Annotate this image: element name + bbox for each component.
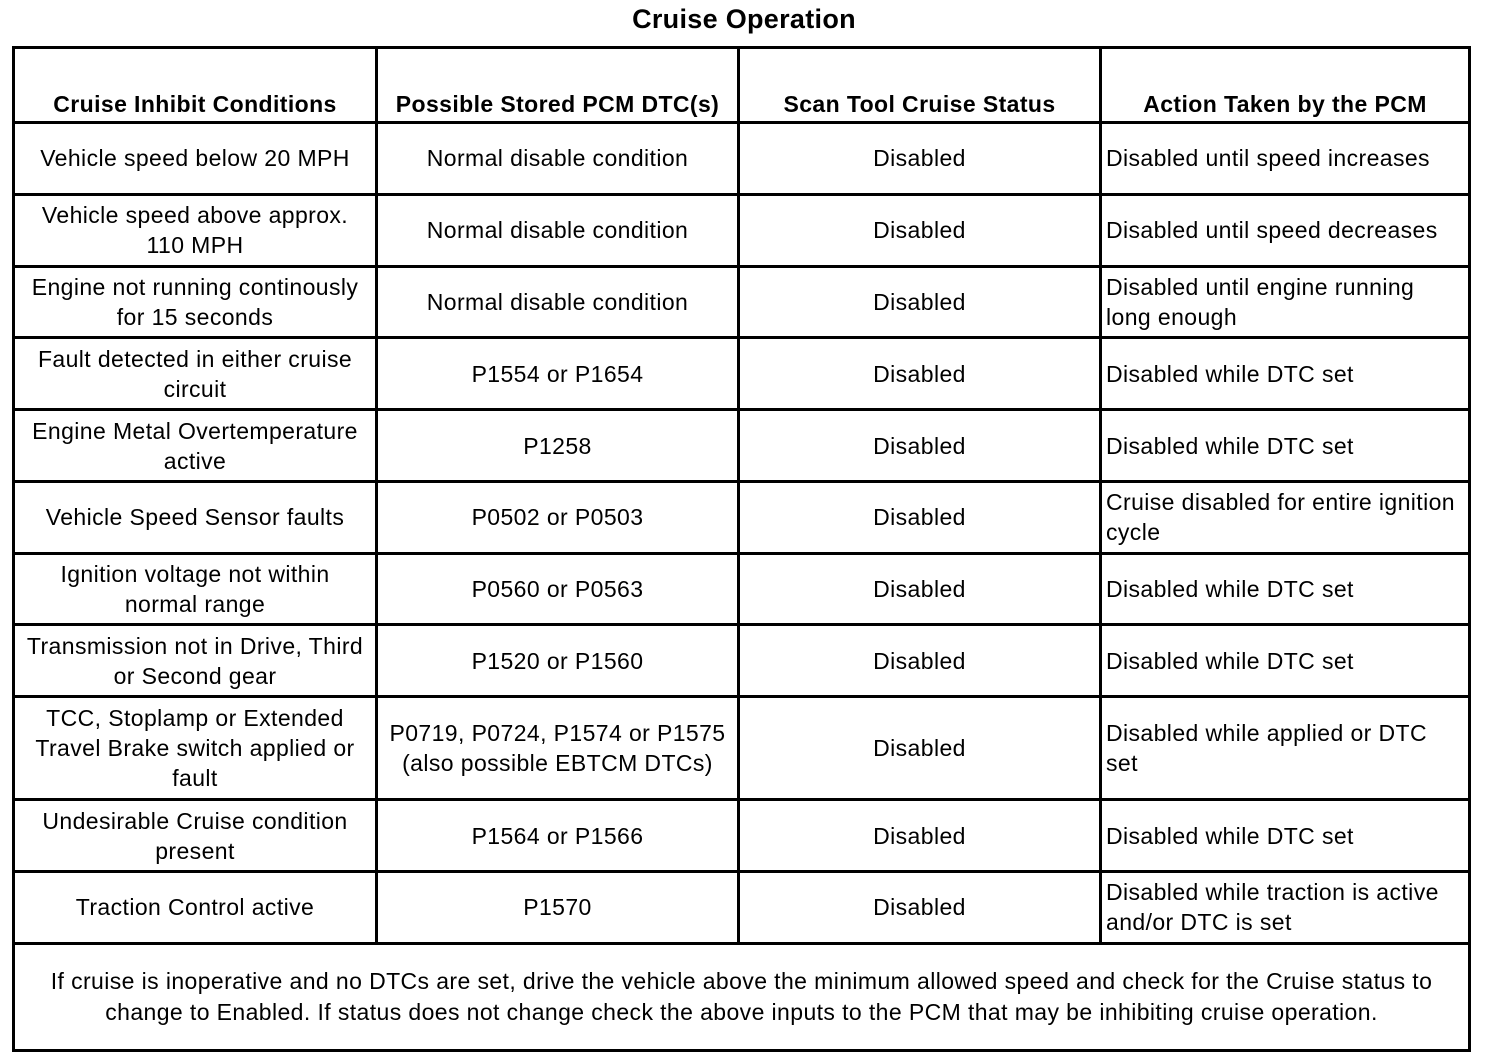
table-row — [14, 553, 1470, 625]
page-title: Cruise Operation — [632, 4, 856, 34]
cruise-operation-table — [12, 46, 1471, 1052]
table-row — [14, 338, 1470, 410]
status-cell: Disabled — [739, 800, 1101, 872]
dtc-cell: Normal disable condition — [377, 123, 739, 195]
action-cell: Disabled until engine running long enough — [1101, 266, 1470, 338]
action-cell: Disabled until speed increases — [1101, 123, 1470, 195]
action-cell: Disabled while DTC set — [1101, 800, 1470, 872]
condition-cell: Traction Control active — [14, 872, 377, 944]
dtc-cell: P0560 or P0563 — [377, 553, 739, 625]
condition-cell: Fault detected in either cruise circuit — [14, 338, 377, 410]
dtc-cell: P0502 or P0503 — [377, 481, 739, 553]
dtc-cell: P0719, P0724, P1574 or P1575 (also possible EBTCM DTCs) — [377, 697, 739, 800]
table-header-row — [14, 48, 1470, 123]
condition-cell: Ignition voltage not within normal range — [14, 553, 377, 625]
status-cell: Disabled — [739, 194, 1101, 266]
status-cell: Disabled — [739, 697, 1101, 800]
action-cell: Disabled while applied or DTC set — [1101, 697, 1470, 800]
table-row — [14, 800, 1470, 872]
condition-cell: Transmission not in Drive, Third or Second gear — [14, 625, 377, 697]
action-cell: Disabled while DTC set — [1101, 625, 1470, 697]
table-row — [14, 123, 1470, 195]
dtc-cell: P1570 — [377, 872, 739, 944]
header-scan-tool-cruise-status: Scan Tool Cruise Status — [739, 48, 1101, 123]
table-row — [14, 410, 1470, 482]
action-cell: Disabled while DTC set — [1101, 553, 1470, 625]
header-action-taken-by-pcm: Action Taken by the PCM — [1101, 48, 1470, 123]
dtc-cell: P1564 or P1566 — [377, 800, 739, 872]
action-cell: Cruise disabled for entire ignition cycle — [1101, 481, 1470, 553]
status-cell: Disabled — [739, 625, 1101, 697]
table-row — [14, 625, 1470, 697]
status-cell: Disabled — [739, 872, 1101, 944]
status-cell: Disabled — [739, 553, 1101, 625]
footnote-text: If cruise is inoperative and no DTCs are set, drive the vehicle above the minimum allowed speed and check for the Cruise status to change to Enabled. If status does not change check the above inputs to the PCM that may be inhibiting cruise operation. — [14, 943, 1470, 1050]
condition-cell: Engine Metal Overtemperature active — [14, 410, 377, 482]
status-cell: Disabled — [739, 123, 1101, 195]
status-cell: Disabled — [739, 266, 1101, 338]
dtc-cell: Normal disable condition — [377, 266, 739, 338]
table-row — [14, 872, 1470, 944]
table-row — [14, 481, 1470, 553]
condition-cell: Vehicle speed above approx. 110 MPH — [14, 194, 377, 266]
header-possible-stored-pcm-dtcs: Possible Stored PCM DTC(s) — [377, 48, 739, 123]
footnote-row — [14, 943, 1470, 1050]
table-row — [14, 194, 1470, 266]
condition-cell: Vehicle Speed Sensor faults — [14, 481, 377, 553]
table-row — [14, 697, 1470, 800]
dtc-cell: P1520 or P1560 — [377, 625, 739, 697]
action-cell: Disabled while DTC set — [1101, 338, 1470, 410]
action-cell: Disabled until speed decreases — [1101, 194, 1470, 266]
status-cell: Disabled — [739, 410, 1101, 482]
dtc-cell: P1554 or P1654 — [377, 338, 739, 410]
status-cell: Disabled — [739, 338, 1101, 410]
action-cell: Disabled while DTC set — [1101, 410, 1470, 482]
header-cruise-inhibit-conditions: Cruise Inhibit Conditions — [14, 48, 377, 123]
condition-cell: Engine not running continously for 15 seconds — [14, 266, 377, 338]
dtc-cell: Normal disable condition — [377, 194, 739, 266]
condition-cell: TCC, Stoplamp or Extended Travel Brake switch applied or fault — [14, 697, 377, 800]
action-cell: Disabled while traction is active and/or DTC is set — [1101, 872, 1470, 944]
condition-cell: Vehicle speed below 20 MPH — [14, 123, 377, 195]
dtc-cell: P1258 — [377, 410, 739, 482]
condition-cell: Undesirable Cruise condition present — [14, 800, 377, 872]
table-row — [14, 266, 1470, 338]
status-cell: Disabled — [739, 481, 1101, 553]
